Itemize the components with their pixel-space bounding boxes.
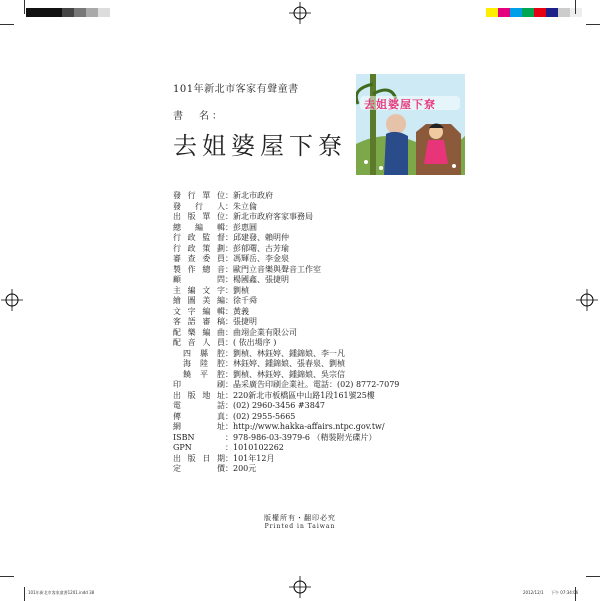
info-label: 饒平腔 [183,369,225,379]
info-colon: ： [225,275,233,284]
info-colon: ： [225,222,233,232]
slug-date: 2012/12/1 [523,590,544,595]
info-value: 彭惠圓 [233,222,257,232]
info-row [173,443,399,454]
printed-in: Printed in Taiwan [264,523,336,530]
info-colon: ： [225,306,233,316]
info-label: 電話 [173,401,225,410]
info-row [173,317,399,328]
info-colon: ： [225,317,233,326]
info-row [173,328,399,339]
info-value: 彭郁曙、古芳瑜 [233,243,289,253]
info-value: 晶采廣告印刷企業社。電話：(02) 8772-7079 [233,380,400,389]
info-value: ( 依出場序 ) [233,338,277,347]
info-colon: ： [225,285,233,295]
info-row [173,244,399,255]
info-colon: ： [225,359,233,368]
info-value: 邱建發、賴明仲 [233,233,289,242]
color-swatch [74,8,86,17]
info-row [173,191,399,202]
info-row [173,286,399,297]
book-title: 去姐婆屋下尞 [173,132,347,160]
info-colon: ： [225,254,233,263]
info-label: 出版地址 [173,390,225,400]
info-colon: ： [225,432,233,442]
info-value: (02) 2955-5665 [233,411,296,421]
info-colon: ： [225,390,233,400]
crop-mark [586,24,600,25]
info-row [173,233,399,244]
info-row [173,265,399,276]
color-swatch [38,8,50,17]
info-value: 曲翊企業有限公司 [233,327,297,337]
info-row [173,223,399,234]
info-value: 220新北市板橋區中山路1段161號25樓 [233,390,375,400]
info-value: 朱立倫 [233,201,257,211]
info-value: 101年12月 [233,453,275,463]
info-label: 發行單位 [173,191,225,200]
registration-mark-right [576,289,598,311]
color-swatch [86,8,98,17]
info-value: 新北市政府客家事務局 [233,212,313,221]
color-swatch [62,8,74,17]
info-row [173,202,399,213]
info-colon: ： [225,422,233,431]
info-colon: ： [225,201,233,211]
info-colon: ： [225,348,233,358]
info-colon: ： [225,401,233,410]
color-swatch [510,8,522,17]
info-row [173,412,399,423]
info-value: http://www.hakka-affairs.ntpc.gov.tw/ [233,422,385,431]
color-bars-left [26,8,110,17]
info-label: 配樂編曲 [173,327,225,337]
info-value: 劉楨 [233,285,249,295]
info-colon: ： [225,411,233,421]
color-swatch [486,8,498,17]
info-value: 馮輝岳、李金泉 [233,254,289,263]
info-row [173,380,399,391]
color-swatch [498,8,510,17]
info-colon: ： [225,191,233,200]
info-colon: ： [225,380,233,389]
copyright-notice: 版權所有・翻印必究 [264,514,336,522]
info-row [173,307,399,318]
registration-mark-top [289,2,311,24]
info-value: 楊國鑫、張捷明 [233,275,289,284]
info-label: 印刷 [173,380,225,389]
crop-mark [0,576,14,577]
info-label: 四縣腔 [183,348,225,358]
crop-mark [0,24,14,25]
info-value: 張捷明 [233,317,257,326]
info-row [173,275,399,286]
info-label: 客語審稿 [173,317,225,326]
info-colon: ： [225,453,233,463]
info-label: 出版單位 [173,212,225,221]
slug-time: 下午 07:34:06 [551,590,579,595]
info-colon: ： [225,369,233,379]
book-name-label: 書 名： [173,111,225,122]
info-value: 劉楨、林鈺婷、鍾錦娘、李一凡 [233,348,345,358]
color-bars-right [486,8,582,17]
info-value: 劉楨、林鈺婷、鍾錦娘、吳宗信 [233,369,345,379]
info-label: 主編文字 [173,285,225,295]
info-row [173,296,399,307]
info-row [173,464,399,475]
info-colon: ： [225,264,233,274]
color-swatch [558,8,570,17]
cover-illustration [356,74,465,175]
info-colon: ： [225,296,233,305]
color-swatch [570,8,582,17]
crop-mark [575,0,576,14]
crop-mark [586,576,600,577]
info-row [173,422,399,433]
color-swatch [50,8,62,17]
info-label: 配音人員 [173,338,225,347]
color-swatch [98,8,110,17]
info-label: ISBN [173,432,195,442]
info-value: 978-986-03-3979-6 （精裝附光碟片） [233,432,377,442]
info-row [173,359,399,370]
info-label: 文字編輯 [173,306,225,316]
registration-mark-bottom [289,576,311,598]
series-title: 101年新北市客家有聲童書 [173,84,299,95]
info-value: 1010102262 [233,443,284,452]
publication-info [173,191,399,475]
color-swatch [26,8,38,17]
info-value: (02) 2960-3456 #3847 [233,401,325,410]
info-label: 總編輯 [173,222,225,232]
info-label: 傳真 [173,411,225,421]
info-row [173,391,399,402]
info-colon: ： [225,233,233,242]
info-label: 審查委員 [173,254,225,263]
info-value: 林鈺婷、鍾錦娘、張春泉、劉楨 [233,359,345,368]
info-value: 歐門立音樂與聲音工作室 [233,264,321,274]
info-colon: ： [225,243,233,253]
color-swatch [522,8,534,17]
crop-mark [24,587,25,601]
info-label: GPN [173,443,192,452]
info-row [173,338,399,349]
info-colon: ： [225,443,233,452]
cover-image [356,74,465,175]
color-swatch [546,8,558,17]
info-label: 行政監督 [173,233,225,242]
info-label: 出版日期 [173,453,225,463]
color-swatch [534,8,546,17]
info-label: 發行人 [173,201,225,211]
info-row [173,433,399,444]
info-value: 徐千舜 [233,296,257,305]
info-colon: ： [225,464,233,473]
info-label: 網址 [173,422,225,431]
info-label: 海陸腔 [183,359,225,368]
info-label: 製作總音 [173,264,225,274]
info-colon: ： [225,338,233,347]
cover-title: 去姐婆屋下尞 [364,98,436,111]
info-label: 行政策劃 [173,243,225,253]
info-row [173,349,399,360]
info-row [173,454,399,465]
info-row [173,254,399,265]
info-colon: ： [225,327,233,337]
registration-mark-left [1,289,23,311]
slug-filename: 101年新北市客家童書1201.indd 38 [28,590,95,595]
info-label: 顧問 [173,275,225,284]
info-row [173,401,399,412]
info-label: 繪圖美編 [173,296,225,305]
info-value: 200元 [233,464,257,473]
info-row [173,212,399,223]
info-value: 新北市政府 [233,191,273,200]
info-label: 定價 [173,464,225,473]
info-row [173,370,399,381]
info-colon: ： [225,212,233,221]
info-value: 黃義 [233,306,249,316]
crop-mark [24,0,25,14]
